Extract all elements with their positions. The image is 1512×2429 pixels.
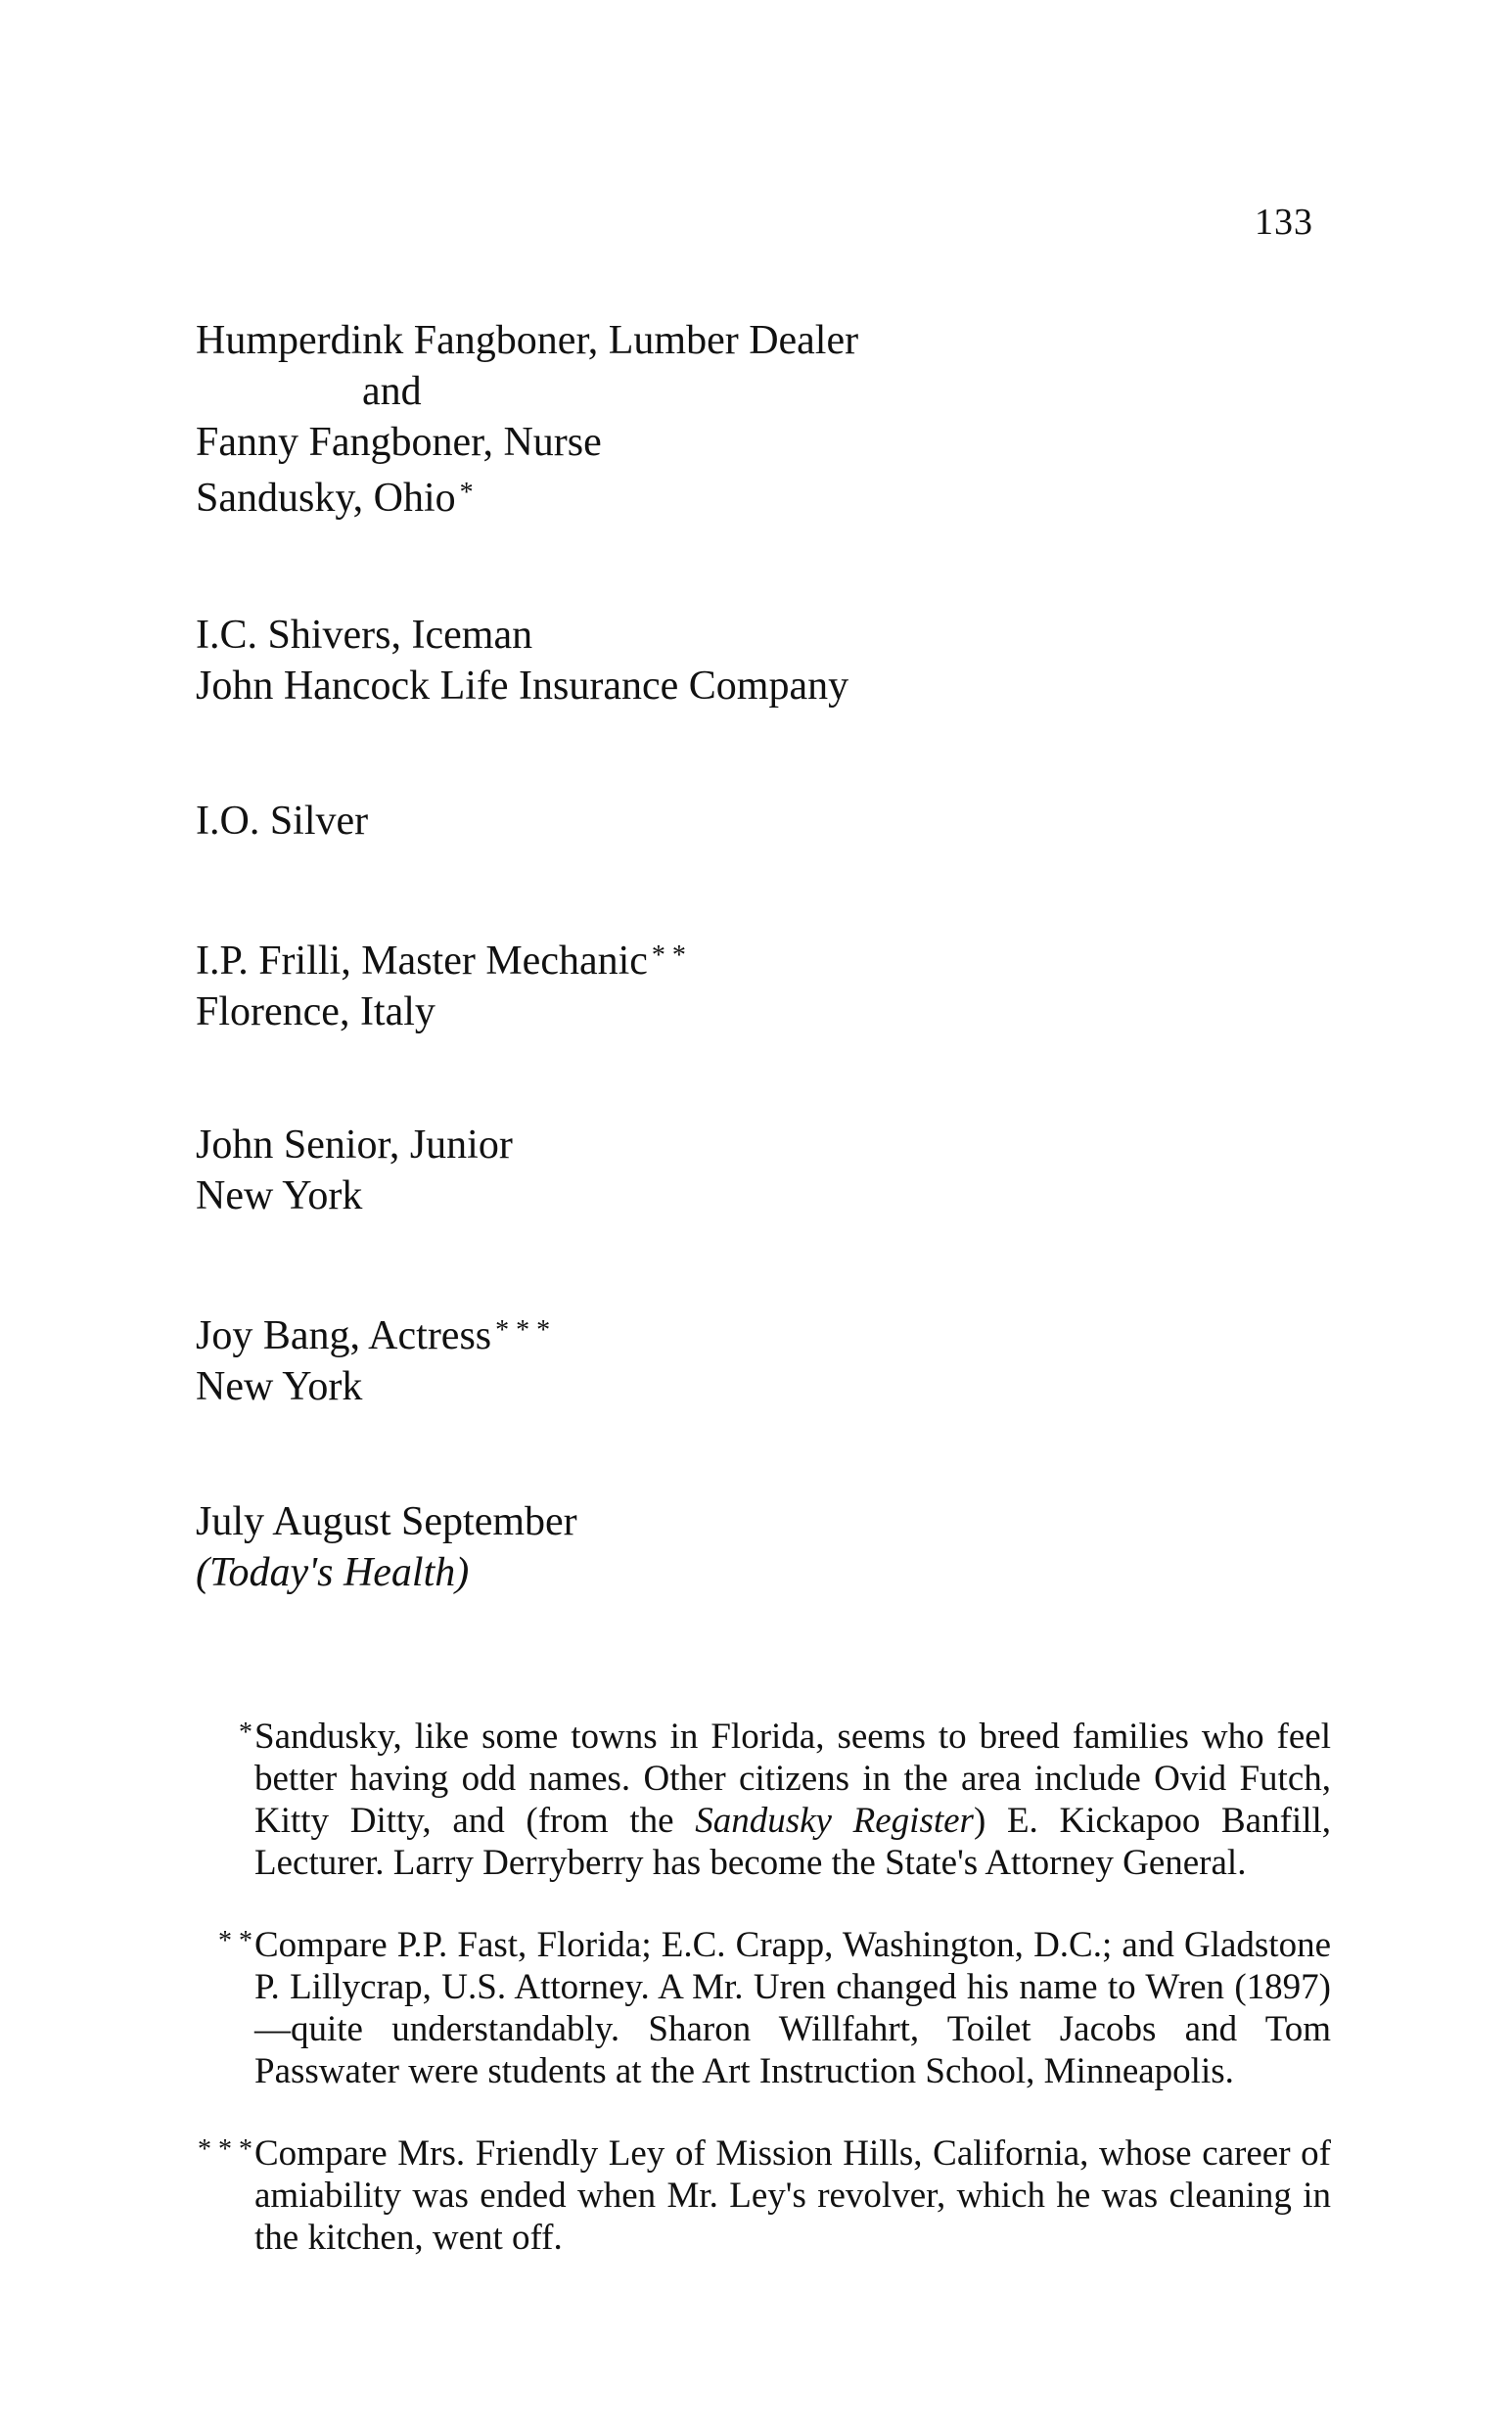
footnote-marker: * * [218, 1926, 252, 1956]
entry-text: John Hancock Life Insurance Company [196, 664, 849, 709]
entry-line [196, 1547, 1321, 1598]
entry-line [196, 986, 1321, 1037]
footnote-1 [186, 1716, 1331, 1884]
entry-line [196, 1361, 1321, 1412]
footnote-text: Compare P.P. Fast, Florida; E.C. Crapp, Washington, D.C.; and Gladstone P. Lillycrap, U.S. Attorney. A Mr. Uren changed his name to Wren (1897)—quite understandably. Sharon Willfahrt, Toilet Jacobs and Tom Passwater were students at the Art Instruction School, Minneapolis. [254, 1925, 1331, 2091]
entry-text: Florence, Italy [196, 989, 435, 1034]
entry-line [196, 1496, 1321, 1547]
entry-line [196, 661, 1321, 711]
entry-line [196, 1120, 1321, 1170]
footnote-reference-mark: * * * [495, 1315, 551, 1346]
footnote-marker: * [239, 1718, 252, 1748]
entry-line [196, 1306, 1321, 1361]
entry-text: and [362, 369, 422, 414]
entry-text: July August September [196, 1499, 577, 1544]
entry-line [196, 1170, 1321, 1221]
entry-july-august-september [196, 1496, 1321, 1598]
entry-line [196, 796, 1321, 847]
entry-text: New York [196, 1173, 363, 1218]
entry-text: I.P. Frilli, Master Mechanic [196, 939, 648, 984]
entry-text: I.O. Silver [196, 799, 369, 844]
entry-text: Sandusky, Ohio [196, 476, 456, 521]
entry-line [196, 468, 1321, 524]
entry-senior [196, 1120, 1321, 1221]
footnote-text-continued: ) E. Kickapoo Banfill, Lecturer. Larry Derryberry has become the State's Attorney General. [254, 1801, 1332, 1883]
entry-text: Humperdink Fangboner, Lumber Dealer [196, 318, 859, 363]
entry-text: New York [196, 1364, 363, 1409]
footnote-text: Sandusky, like some towns in Florida, seems to breed families who feel better having odd names. Other citizens in the area include Ovid Futch, Kitty Ditty, and (from the [254, 1717, 1331, 1841]
footnote-marker: * * * [198, 2134, 252, 2165]
footnote-reference-mark: * [459, 478, 474, 508]
page-number: 133 [1255, 202, 1313, 243]
entry-text: Joy Bang, Actress [196, 1313, 492, 1358]
entry-text: John Senior, Junior [196, 1123, 513, 1168]
entry-text: (Today's Health) [196, 1550, 470, 1595]
entry-fangboner [196, 315, 1321, 524]
entry-line [196, 417, 1321, 468]
entry-text: I.C. Shivers, Iceman [196, 613, 533, 658]
footnotes [186, 1716, 1331, 2259]
entry-line [196, 610, 1321, 661]
footnote-3 [186, 2132, 1331, 2259]
footnote-text: Compare Mrs. Friendly Ley of Mission Hills, California, whose career of amiability was ended when Mr. Ley's revolver, which he was cleaning in the kitchen, went off. [254, 2133, 1331, 2258]
entry-silver [196, 796, 1321, 847]
entry-shivers [196, 610, 1321, 711]
footnote-italic-reference: Sandusky Register [695, 1801, 974, 1841]
entry-text: Fanny Fangboner, Nurse [196, 420, 602, 465]
footnote-2 [186, 1924, 1331, 2092]
entry-line [196, 315, 1321, 366]
entry-line [196, 366, 1321, 417]
entry-line [196, 931, 1321, 986]
entry-frilli [196, 931, 1321, 1037]
footnote-reference-mark: * * [651, 940, 686, 971]
name-entries-list [196, 315, 1321, 1598]
entry-bang [196, 1306, 1321, 1412]
